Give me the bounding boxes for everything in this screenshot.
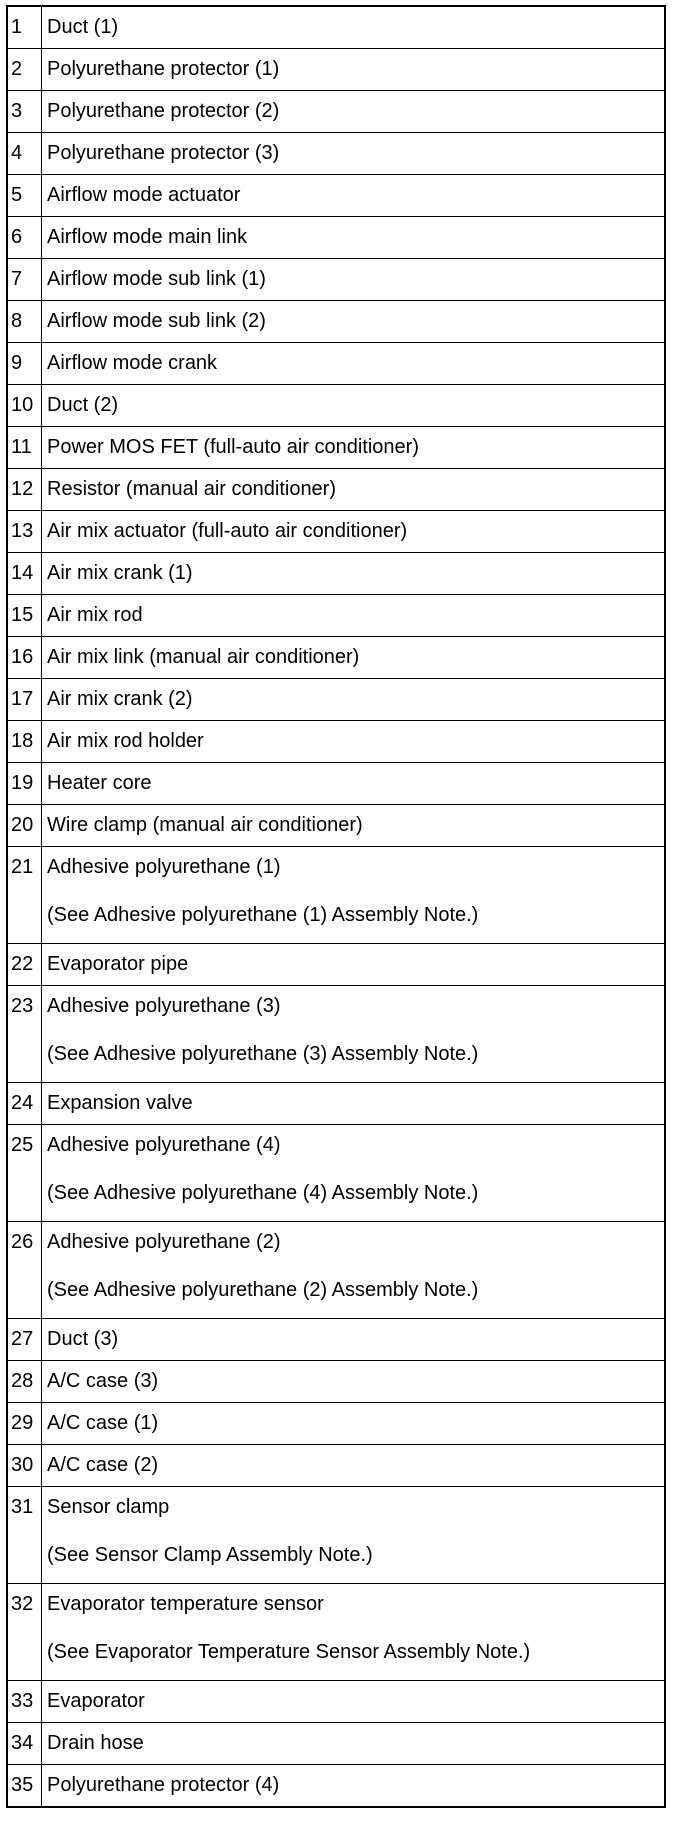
part-name: Air mix crank (2) — [47, 688, 193, 710]
part-number: 9 — [7, 343, 42, 385]
part-description — [42, 1681, 666, 1723]
table-row — [7, 1125, 665, 1222]
part-assembly-note: (See Adhesive polyurethane (4) Assembly Note.) — [47, 1182, 479, 1204]
part-name: Polyurethane protector (2) — [47, 100, 280, 122]
part-number: 32 — [7, 1584, 42, 1681]
part-name: Sensor clamp — [47, 1496, 170, 1518]
part-description — [42, 595, 666, 637]
part-description — [42, 763, 666, 805]
table-row — [7, 1681, 665, 1723]
table-row — [7, 1765, 665, 1808]
part-description — [42, 944, 666, 986]
part-description — [42, 986, 666, 1083]
table-row — [7, 259, 665, 301]
part-number: 1 — [7, 6, 42, 49]
table-row — [7, 1083, 665, 1125]
table-row — [7, 301, 665, 343]
part-description — [42, 49, 666, 91]
table-row — [7, 637, 665, 679]
part-number: 14 — [7, 553, 42, 595]
table-row — [7, 595, 665, 637]
table-row — [7, 217, 665, 259]
part-number: 2 — [7, 49, 42, 91]
part-description — [42, 1584, 666, 1681]
part-number: 28 — [7, 1361, 42, 1403]
part-name: Wire clamp (manual air conditioner) — [47, 814, 363, 836]
part-name: Air mix actuator (full-auto air conditioner) — [47, 520, 408, 542]
part-name: Evaporator temperature sensor — [47, 1593, 324, 1615]
part-description — [42, 259, 666, 301]
part-name: Air mix rod holder — [47, 730, 204, 752]
part-name: Evaporator pipe — [47, 953, 189, 975]
table-row — [7, 763, 665, 805]
part-assembly-note: (See Adhesive polyurethane (2) Assembly Note.) — [47, 1279, 479, 1301]
table-row — [7, 6, 665, 49]
part-description — [42, 91, 666, 133]
part-description — [42, 301, 666, 343]
part-number: 13 — [7, 511, 42, 553]
part-number: 15 — [7, 595, 42, 637]
part-number: 31 — [7, 1487, 42, 1584]
part-description — [42, 1083, 666, 1125]
part-assembly-note: (See Evaporator Temperature Sensor Assembly Note.) — [47, 1641, 531, 1663]
part-name: Duct (3) — [47, 1328, 119, 1350]
table-row — [7, 427, 665, 469]
part-number: 7 — [7, 259, 42, 301]
part-number: 12 — [7, 469, 42, 511]
table-row — [7, 511, 665, 553]
part-assembly-note: (See Adhesive polyurethane (1) Assembly Note.) — [47, 904, 479, 926]
parts-table — [6, 5, 666, 1808]
part-number: 26 — [7, 1222, 42, 1319]
part-description — [42, 1222, 666, 1319]
table-row — [7, 1319, 665, 1361]
part-name: Air mix link (manual air conditioner) — [47, 646, 360, 668]
part-number: 10 — [7, 385, 42, 427]
part-name: Duct (1) — [47, 16, 119, 38]
part-name: A/C case (1) — [47, 1412, 159, 1434]
part-number: 25 — [7, 1125, 42, 1222]
part-number: 16 — [7, 637, 42, 679]
parts-table-body — [7, 6, 665, 1807]
part-name: Expansion valve — [47, 1092, 193, 1114]
part-number: 33 — [7, 1681, 42, 1723]
part-name: Adhesive polyurethane (4) — [47, 1134, 281, 1156]
table-row — [7, 343, 665, 385]
part-name: Adhesive polyurethane (2) — [47, 1231, 281, 1253]
table-row — [7, 1723, 665, 1765]
part-name: Duct (2) — [47, 394, 119, 416]
part-number: 24 — [7, 1083, 42, 1125]
table-row — [7, 469, 665, 511]
part-description — [42, 637, 666, 679]
part-description — [42, 427, 666, 469]
part-name: Resistor (manual air conditioner) — [47, 478, 337, 500]
part-number: 5 — [7, 175, 42, 217]
part-description — [42, 1361, 666, 1403]
part-number: 22 — [7, 944, 42, 986]
part-number: 30 — [7, 1445, 42, 1487]
part-name: Airflow mode sub link (1) — [47, 268, 266, 290]
part-description — [42, 553, 666, 595]
part-number: 20 — [7, 805, 42, 847]
table-row — [7, 1487, 665, 1584]
part-name: Power MOS FET (full-auto air conditioner) — [47, 436, 419, 458]
part-number: 3 — [7, 91, 42, 133]
part-description — [42, 343, 666, 385]
part-number: 35 — [7, 1765, 42, 1808]
part-name: Airflow mode sub link (2) — [47, 310, 266, 332]
part-name: A/C case (2) — [47, 1454, 159, 1476]
part-description — [42, 217, 666, 259]
part-description — [42, 175, 666, 217]
table-row — [7, 175, 665, 217]
part-name: Airflow mode crank — [47, 352, 218, 374]
part-description — [42, 469, 666, 511]
part-description — [42, 133, 666, 175]
part-name: Heater core — [47, 772, 152, 794]
part-number: 21 — [7, 847, 42, 944]
part-number: 8 — [7, 301, 42, 343]
part-number: 18 — [7, 721, 42, 763]
part-name: Air mix rod — [47, 604, 143, 626]
part-number: 4 — [7, 133, 42, 175]
part-name: A/C case (3) — [47, 1370, 159, 1392]
part-name: Adhesive polyurethane (1) — [47, 856, 281, 878]
part-number: 11 — [7, 427, 42, 469]
table-row — [7, 1222, 665, 1319]
part-number: 6 — [7, 217, 42, 259]
part-description — [42, 1403, 666, 1445]
part-number: 27 — [7, 1319, 42, 1361]
part-description — [42, 1765, 666, 1808]
part-description — [42, 1445, 666, 1487]
table-row — [7, 847, 665, 944]
part-description — [42, 1723, 666, 1765]
part-description — [42, 679, 666, 721]
part-assembly-note: (See Adhesive polyurethane (3) Assembly Note.) — [47, 1043, 479, 1065]
part-name: Airflow mode actuator — [47, 184, 241, 206]
table-row — [7, 1403, 665, 1445]
table-row — [7, 133, 665, 175]
table-row — [7, 49, 665, 91]
part-number: 23 — [7, 986, 42, 1083]
part-number: 17 — [7, 679, 42, 721]
part-assembly-note: (See Sensor Clamp Assembly Note.) — [47, 1544, 373, 1566]
part-number: 19 — [7, 763, 42, 805]
part-name: Drain hose — [47, 1732, 144, 1754]
table-row — [7, 679, 665, 721]
part-description — [42, 6, 666, 49]
part-description — [42, 1319, 666, 1361]
table-row — [7, 721, 665, 763]
table-row — [7, 1445, 665, 1487]
part-name: Polyurethane protector (4) — [47, 1774, 280, 1796]
part-description — [42, 721, 666, 763]
part-description — [42, 511, 666, 553]
part-description — [42, 385, 666, 427]
part-description — [42, 1125, 666, 1222]
part-name: Evaporator — [47, 1690, 145, 1712]
part-description — [42, 805, 666, 847]
table-row — [7, 1361, 665, 1403]
part-name: Adhesive polyurethane (3) — [47, 995, 281, 1017]
table-row — [7, 986, 665, 1083]
part-name: Airflow mode main link — [47, 226, 248, 248]
table-row — [7, 944, 665, 986]
part-number: 34 — [7, 1723, 42, 1765]
part-number: 29 — [7, 1403, 42, 1445]
table-row — [7, 1584, 665, 1681]
table-row — [7, 805, 665, 847]
table-row — [7, 91, 665, 133]
part-name: Polyurethane protector (1) — [47, 58, 280, 80]
table-row — [7, 553, 665, 595]
part-description — [42, 847, 666, 944]
part-name: Air mix crank (1) — [47, 562, 193, 584]
part-description — [42, 1487, 666, 1584]
part-name: Polyurethane protector (3) — [47, 142, 280, 164]
table-row — [7, 385, 665, 427]
